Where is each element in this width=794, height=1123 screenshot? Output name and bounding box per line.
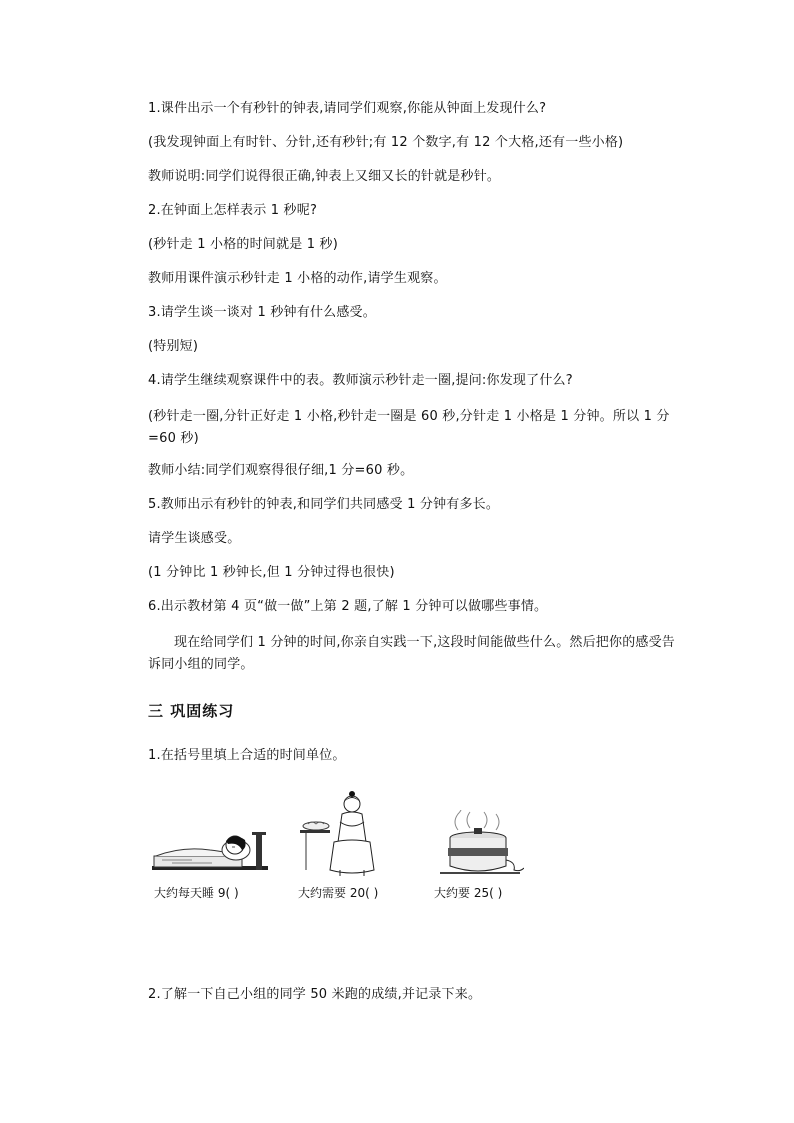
paragraph-4: 2.在钟面上怎样表示 1 秒呢? xyxy=(148,203,318,218)
section-heading: 三 巩固练习 xyxy=(148,702,235,720)
caption-rice: 大约要 25( ) xyxy=(434,886,503,900)
paragraph-8: (特别短) xyxy=(148,339,199,354)
paragraph-11: 教师小结:同学们观察得很仔细,1 分=60 秒。 xyxy=(148,463,414,478)
paragraph-3: 教师说明:同学们说得很正确,钟表上又细又长的针就是秒针。 xyxy=(148,169,501,184)
rice-cooker-illustration xyxy=(440,810,524,878)
paragraph-10: (秒针走一圈,分针正好走 1 小格,秒针走一圈是 60 秒,分针走 1 小格是 1 分钟。所以 1 分=60 秒) xyxy=(148,409,670,446)
exercise-1: 1.在括号里填上合适的时间单位。 xyxy=(148,748,346,763)
sleeping-child-illustration xyxy=(152,826,268,876)
paragraph-9: 4.请学生继续观察课件中的表。教师演示秒针走一圈,提问:你发现了什么? xyxy=(148,373,573,388)
paragraph-1: 1.课件出示一个有秒针的钟表,请同学们观察,你能从钟面上发现什么? xyxy=(148,101,547,116)
paragraph-5: (秒针走 1 小格的时间就是 1 秒) xyxy=(148,237,339,252)
paragraph-15: 6.出示教材第 4 页“做一做”上第 2 题,了解 1 分钟可以做哪些事情。 xyxy=(148,599,548,614)
paragraph-14: (1 分钟比 1 秒钟长,但 1 分钟过得也很快) xyxy=(148,565,395,580)
paragraph-2: (我发现钟面上有时针、分针,还有秒针;有 12 个数字,有 12 个大格,还有一些小格) xyxy=(148,135,624,150)
caption-cooking: 大约需要 20( ) xyxy=(298,886,379,900)
paragraph-6: 教师用课件演示秒针走 1 小格的动作,请学生观察。 xyxy=(148,271,447,286)
exercise-2: 2.了解一下自己小组的同学 50 米跑的成绩,并记录下来。 xyxy=(148,987,482,1002)
paragraph-13: 请学生谈感受。 xyxy=(148,531,241,546)
paragraph-12: 5.教师出示有秒针的钟表,和同学们共同感受 1 分钟有多长。 xyxy=(148,497,500,512)
paragraph-7: 3.请学生谈一谈对 1 秒钟有什么感受。 xyxy=(148,305,376,320)
paragraph-16: 现在给同学们 1 分钟的时间,你亲自实践一下,这段时间能做些什么。然后把你的感受告诉同小组的同学。 xyxy=(148,635,676,672)
caption-sleep: 大约每天睡 9( ) xyxy=(154,886,239,900)
woman-cooking-illustration xyxy=(300,790,384,878)
